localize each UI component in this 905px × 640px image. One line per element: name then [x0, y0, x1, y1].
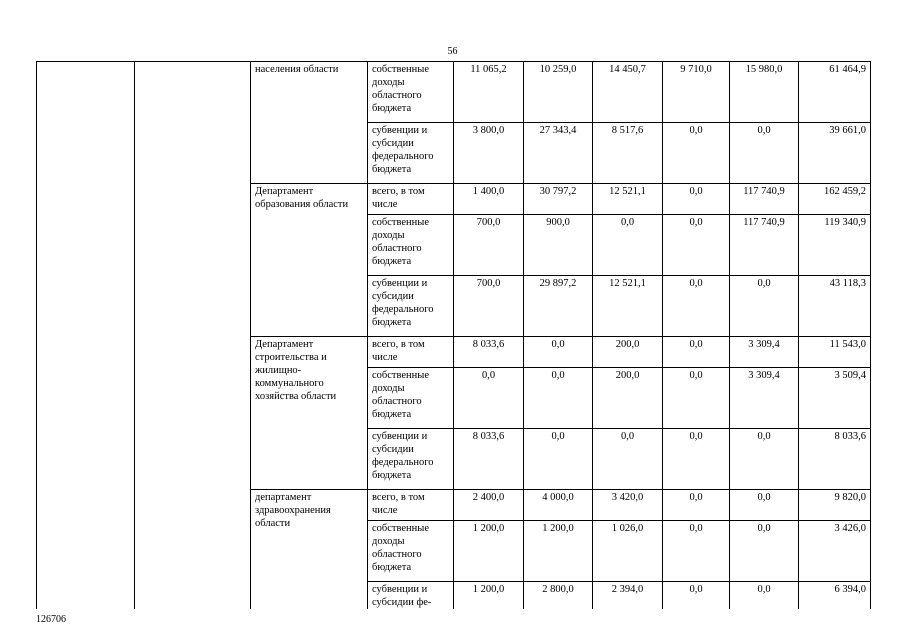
empty-cell-name [135, 62, 251, 610]
dept-name: Департамент строительства и жилищно-коммунального хозяйства области [251, 337, 368, 490]
value-cell: 15 980,0 [730, 62, 799, 123]
funding-source: всего, в том числе [368, 337, 454, 368]
value-cell: 1 200,0 [454, 582, 524, 610]
value-cell: 1 026,0 [593, 521, 663, 582]
page-number: 56 [447, 46, 458, 57]
value-cell: 3 309,4 [730, 368, 799, 429]
value-cell: 700,0 [454, 215, 524, 276]
value-cell: 0,0 [663, 337, 730, 368]
value-cell: 8 033,6 [454, 429, 524, 490]
value-cell: 2 800,0 [524, 582, 593, 610]
total-cell: 162 459,2 [799, 184, 871, 215]
value-cell: 1 200,0 [524, 521, 593, 582]
dept-name: департамент здравоохранения области [251, 490, 368, 610]
table-row [37, 62, 871, 123]
value-cell: 0,0 [593, 429, 663, 490]
funding-source: субвенции и субсидии федерального бюджета [368, 429, 454, 490]
value-cell: 900,0 [524, 215, 593, 276]
value-cell: 9 710,0 [663, 62, 730, 123]
value-cell: 0,0 [730, 490, 799, 521]
total-cell: 9 820,0 [799, 490, 871, 521]
funding-source: собственные доходы областного бюджета [368, 215, 454, 276]
value-cell: 0,0 [663, 368, 730, 429]
value-cell: 0,0 [730, 123, 799, 184]
funding-source: субвенции и субсидии фе- [368, 582, 454, 610]
value-cell: 14 450,7 [593, 62, 663, 123]
value-cell: 0,0 [663, 521, 730, 582]
value-cell: 0,0 [663, 490, 730, 521]
value-cell: 1 400,0 [454, 184, 524, 215]
value-cell: 0,0 [663, 276, 730, 337]
value-cell: 29 897,2 [524, 276, 593, 337]
dept-name: населения области [251, 62, 368, 184]
value-cell: 12 521,1 [593, 276, 663, 337]
document-code: 126706 [36, 614, 66, 625]
value-cell: 3 420,0 [593, 490, 663, 521]
empty-cell-number [37, 62, 135, 610]
value-cell: 3 800,0 [454, 123, 524, 184]
value-cell: 200,0 [593, 368, 663, 429]
funding-source: субвенции и субсидии федерального бюджета [368, 276, 454, 337]
total-cell: 61 464,9 [799, 62, 871, 123]
value-cell: 0,0 [524, 368, 593, 429]
value-cell: 2 400,0 [454, 490, 524, 521]
total-cell: 3 509,4 [799, 368, 871, 429]
total-cell: 119 340,9 [799, 215, 871, 276]
value-cell: 10 259,0 [524, 62, 593, 123]
value-cell: 200,0 [593, 337, 663, 368]
value-cell: 30 797,2 [524, 184, 593, 215]
value-cell: 0,0 [663, 582, 730, 610]
value-cell: 12 521,1 [593, 184, 663, 215]
value-cell: 0,0 [663, 429, 730, 490]
funding-source: собственные доходы областного бюджета [368, 368, 454, 429]
value-cell: 0,0 [730, 521, 799, 582]
value-cell: 8 517,6 [593, 123, 663, 184]
total-cell: 43 118,3 [799, 276, 871, 337]
total-cell: 6 394,0 [799, 582, 871, 610]
value-cell: 1 200,0 [454, 521, 524, 582]
value-cell: 117 740,9 [730, 215, 799, 276]
value-cell: 700,0 [454, 276, 524, 337]
value-cell: 0,0 [730, 582, 799, 610]
funding-source: всего, в том числе [368, 184, 454, 215]
budget-table [36, 61, 871, 609]
value-cell: 0,0 [663, 215, 730, 276]
value-cell: 0,0 [454, 368, 524, 429]
value-cell: 0,0 [730, 429, 799, 490]
value-cell: 8 033,6 [454, 337, 524, 368]
total-cell: 3 426,0 [799, 521, 871, 582]
value-cell: 3 309,4 [730, 337, 799, 368]
dept-name: Департамент образования области [251, 184, 368, 337]
funding-source: всего, в том числе [368, 490, 454, 521]
value-cell: 0,0 [524, 429, 593, 490]
value-cell: 0,0 [663, 123, 730, 184]
value-cell: 11 065,2 [454, 62, 524, 123]
value-cell: 0,0 [593, 215, 663, 276]
funding-source: собственные доходы областного бюджета [368, 521, 454, 582]
value-cell: 117 740,9 [730, 184, 799, 215]
value-cell: 0,0 [730, 276, 799, 337]
total-cell: 8 033,6 [799, 429, 871, 490]
value-cell: 0,0 [663, 184, 730, 215]
value-cell: 0,0 [524, 337, 593, 368]
value-cell: 2 394,0 [593, 582, 663, 610]
funding-source: субвенции и субсидии федерального бюджета [368, 123, 454, 184]
total-cell: 39 661,0 [799, 123, 871, 184]
value-cell: 27 343,4 [524, 123, 593, 184]
value-cell: 4 000,0 [524, 490, 593, 521]
funding-source: собственные доходы областного бюджета [368, 62, 454, 123]
total-cell: 11 543,0 [799, 337, 871, 368]
